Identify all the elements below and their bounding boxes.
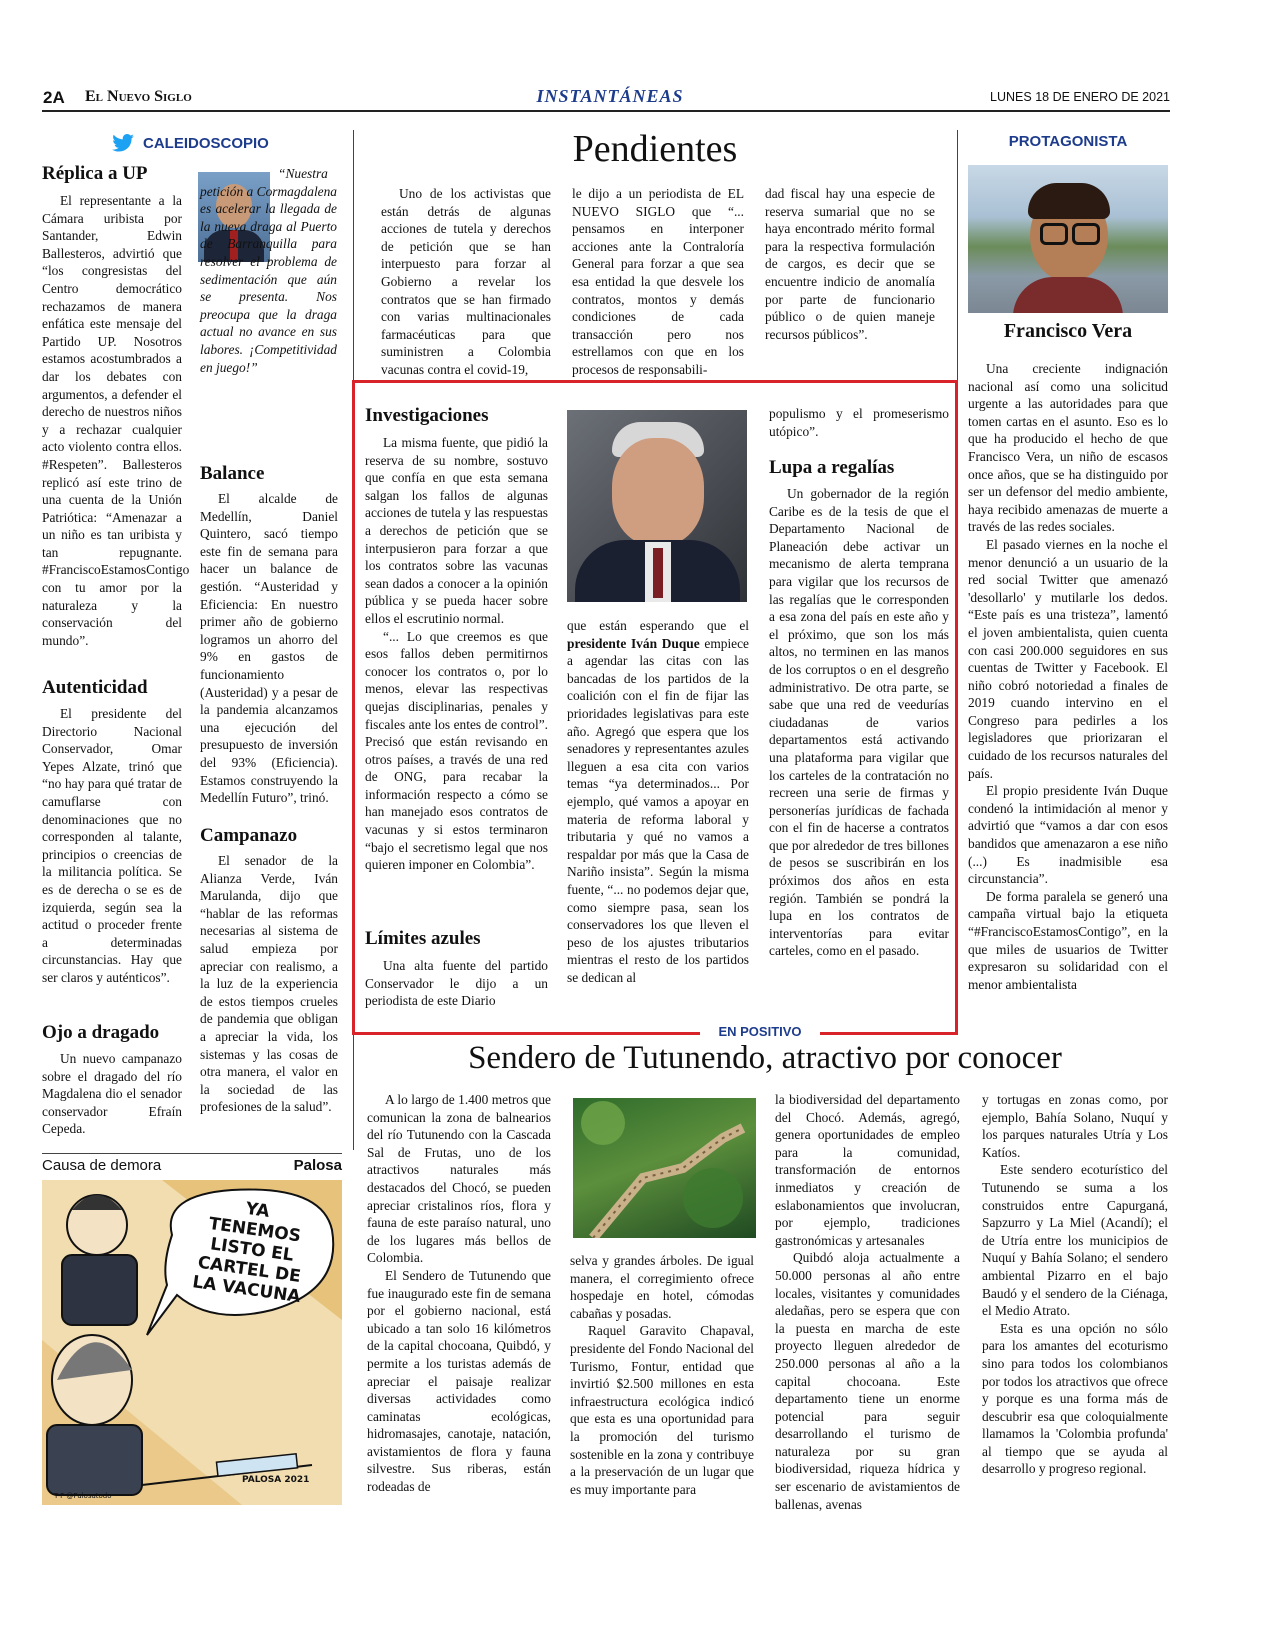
regalias-body: Un gobernador de la región Caribe es de la tesis de que el Departamento Nacional de Planeación debe activar un mecanismo de alerta temprana para vigilar que los recursos de las regalías que le corresponden a esa zona del país en este año y el próximo, que son los más altos, no terminen en las manos de los corruptos o en el desgreño administrativo. De otra parte, se sabe que una red de veedurías ciudadanas de varios departamentos está activando una plataforma para vigilar que los carteles de la contratación no recreen una serie de firmas y personerías jurídicas de fachada con el fin de hacerse a contratos que por alrededor de tres billones de pesos se suscribirán en los próximos dos años en esta región. También se pondrá la lupa en los contratos de interventorías para evitar carteles, como en el pasado. — [769, 486, 949, 959]
autenticidad-body: El presidente del Directorio Nacional Conservador, Omar Yepes Alzate, trinó que “no hay para qué tratar de camuflarse con denominaciones que no corresponden al talante, principios o creencias de la militancia política. Se es de derecha o se es de izquierda, según sea la actitud o proceder frente a determinadas circunstancias. Hay que ser claros y auténticos”. — [42, 706, 182, 985]
en-positivo-label: EN POSITIVO — [700, 1024, 820, 1039]
column-divider — [957, 130, 958, 380]
investigaciones-body: La misma fuente, que pidió la reserva de su nombre, sostuvo que confía en que esta semana salgan los fallos de algunas acciones de tutela y las respuestas a derechos de petición que se interpusieron para forzar a que los contratos sobre las vacunas sean dados a conocer a la opinión pública y se pueda hacer sobre ellos el escrutinio normal. “... Lo que creemos es que esos fallos deben permitirnos conocer los contratos o, por lo menos, elevar las respectivas quejas disciplinarias, penales y fiscales ante los entes de control”. Precisó que están revisando en otros países, a través de una red de ONG, para recabar la información respecto a cómo se han manejado esos contratos de vacunas y si estos terminaron “bajo el secretismo legal que nos quieren imponer en Colombia”. — [365, 435, 548, 873]
limites-heading: Límites azules — [365, 928, 481, 949]
protagonista-body: Una creciente indignación nacional así como una solicitud urgente a las autoridades para que tomen cartas en el asunto. Eso es lo que ha producido el hecho de que Francisco Vera, un niño de escasos once años, que se ha distinguido por ser un defensor del medio ambiente, haya recibido amenazas de muerte a través de las redes sociales. El pasado viernes en la noche el menor denunció a un usuario de la red social Twitter que amenazó 'desollarlo' y mutilarle los dedos. “Este país es una tristeza”, lamentó el joven ambientalista, quien cuenta con casi 200.000 seguidores en sus cuentas de Twitter y Facebook. El niño cobró notoriedad a finales de 2019 cuando intervino en el Congreso para pedirles a los legisladores que priorizaran el cuidado de los recursos naturales del país. El propio presidente Iván Duque condenó la intimidación al menor y advirtió que “vamos a dar con esos bandidos que amenazaron a ese niño (...) Es inadmisible esa circunstancia”. De forma paralela se generó una campaña virtual bajo la etiqueta “#FranciscoEstamosContigo”, en la que miles de usuarios de Twitter expresaron su solidaridad con el menor ambientalista — [968, 361, 1168, 992]
issue-date: LUNES 18 DE ENERO DE 2021 — [990, 90, 1170, 104]
balance-heading: Balance — [200, 463, 265, 484]
limites-body: Una alta fuente del partido Conservador le dijo a un periodista de este Diario — [365, 958, 548, 1009]
protagonista-label: PROTAGONISTA — [1008, 133, 1128, 150]
protagonista-name: Francisco Vera — [1003, 320, 1133, 342]
limites-col3: populismo y el promeserismo utópico”. — [769, 406, 949, 439]
cartoon-title: Causa de demora — [42, 1157, 162, 1174]
francisco-vera-photo — [968, 165, 1168, 313]
tutunendo-col4: y tortugas en zonas como, por ejemplo, Bahía Solano, Nuquí y los parques naturales Utría y Los Katíos. Este sendero ecoturístico del Tutunendo se suma a los construidos entre Capurganá, Sapzurro y La Miel (Acandí); el de Utría entre los municipios de Nuquí y Bahía Solano; el sendero ambiental Pizarro en el bajo Baudó y el sendero de la Ciénaga, el Medio Atrato. Esta es una opción no sólo para los amantes del ecoturismo sino para todos los colombianos por todos los atractivos que ofrece y porque es una forma más de descubrir esa que coloquialmente llamamos la 'Colombia profunda' al tiempo que se ayuda al desarrollo y progreso regional. — [982, 1092, 1168, 1477]
pendientes-title: Pendientes — [572, 128, 738, 170]
pendientes-col2: le dijo a un periodista de EL NUEVO SIGLO que “... pensamos en interponer acciones ante la Contraloría General para forzar a que sea esa entidad la que desvele los contratos, montos y demás condiciones de cada transacción pero nos estrellamos con que en los procesos de responsabili- — [572, 186, 744, 377]
replica-heading: Réplica a UP — [42, 163, 148, 184]
section-title: INSTANTÁNEAS — [536, 86, 684, 106]
cartoon-rule — [42, 1153, 342, 1154]
page-number: 2A — [43, 88, 65, 107]
cartoon-speech: YA TENEMOS LISTO EL CARTEL DE LA VACUNA — [191, 1198, 303, 1308]
cartoon-credit: T-F @Palosatodo — [54, 1492, 112, 1500]
campanazo-heading: Campanazo — [200, 825, 298, 846]
tutunendo-col1: A lo largo de 1.400 metros que comunican la zona de balnearios del río Tutunendo con la Cascada Sal de Frutas, uno de los atractivos naturales más destacados del Chocó, se pueden apreciar cristalinos ríos, flora y fauna de este paraíso natural, uno de los lugares más bellos de Colombia. El Sendero de Tutunendo que fue inaugurado este fin de semana por el gobierno nacional, está ubicado a tan solo 16 kilómetros de la capital chocoana, Quibdó, y permite a los turistas además de apreciar el paisaje realizar diversas actividades como caminatas ecológicas, hidromasajes, canotaje, natación, avistamientos de flora y fauna silvestre. Sus riberas, están rodeadas de — [367, 1092, 551, 1495]
tutunendo-col3: la biodiversidad del departamento del Chocó. Además, agregó, genera oportunidades de empleo para la comunidad, transformación de entornos inmediatos y creación de eslabonamientos que involucran, por ejemplo, tradiciones gastronómicas y artesanales Quibdó aloja actualmente a 50.000 personas al año entre locales, visitantes y comunidades aledañas, pero se espera que con la puesta en marcha de este proyecto lleguen alrededor de 250.000 personas al año a la capital chocoana. Este departamento tiene un enorme potencial para seguir desarrollando el turismo de naturaleza por su gran biodiversidad, riqueza hídrica y ser escenario de avistamientos de ballenas, avenas — [775, 1092, 960, 1512]
limites-col2: que están esperando que el presidente Iván Duque empiece a agendar las citas con las bancadas de los partidos de la coalición con el fin de fijar las prioridades legislativas para este año. Agregó que espera que los senadores y representantes azules lleguen a esa cita con varios temas “ya determinados... Por ejemplo, qué vamos a apoyar en materia de reforma laboral y tributaria y qué no vamos a respaldar por más que la Casa de Nariño insista”. Según la misma fuente, “... no podemos dejar que, como siempre pasa, sean los conservadores los que lleven el peso de los ajustes tributarios mientras el resto de los partidos se dedican al — [567, 618, 749, 985]
balance-body: El alcalde de Medellín, Daniel Quintero, sacó tiempo este fin de semana para hacer un balance de gestión. “Austeridad y Eficiencia: En nuestro primer año de gobierno logramos un ahorro del 9% en gastos de funcionamiento (Austeridad) y a pesar de la pandemia alcanzamos una ejecución del presupuesto de inversión del 93% (Eficiencia). Estamos construyendo la Medellín Futuro”, trinó. — [200, 491, 338, 806]
duque-name: presidente Iván Duque — [567, 635, 700, 651]
dragado-body: Un nuevo campanazo sobre el dragado del río Magdalena dio el senador conservador Efraín Cepeda. — [42, 1051, 182, 1137]
cartoon-signature: PALOSA 2021 — [242, 1475, 310, 1485]
cartoon-image — [42, 1180, 342, 1505]
cartoon-author: Palosa — [293, 1157, 342, 1174]
twitter-bird-icon — [112, 134, 134, 157]
pendientes-col1: Uno de los activistas que están detrás de algunas acciones de tutela y derechos de petición que se han interpuesto para forzar al Gobierno a revelar los contratos que se han firmado con varias multinacionales farmacéuticas para que suministren a Colombia vacunas contra el covid-19, — [381, 186, 551, 377]
regalias-heading: Lupa a regalías — [769, 457, 895, 478]
caleidoscopio-label: CALEIDOSCOPIO — [143, 135, 269, 152]
replica-body: El representante a la Cámara uribista por Santander, Edwin Ballesteros, advirtió que “los congresistas del Centro democrático rechazamos de manera enfática este mensaje del Partido UP. Nosotros estamos acostumbrados a dar los debates con argumentos, a defender el derecho de nuestros niños y a rechazar cualquier acto violento contra ellos. #Respeten”. Ballesteros replicó así este trino de una cuenta de la Unión Patriótica: “Amenazar a un niño es tan uribista y tan repugnante. #FranciscoEstamosContigo con tu amor por la naturaleza y la conservación del mundo”. — [42, 193, 190, 648]
ivan-duque-photo — [567, 410, 747, 602]
pendientes-col3: dad fiscal hay una especie de reserva sumarial que no se haya encontrado mérito formal para la respectiva formulación de cargos, es decir que se encuentre indicio de anomalía por parte de funcionario público o de quien maneje recursos públicos”. — [765, 186, 935, 342]
autenticidad-heading: Autenticidad — [42, 677, 148, 698]
tutunendo-col2: selva y grandes árboles. De igual manera, el corregimiento ofrece hospedaje en hotel, cómodas cabañas y posadas. Raquel Garavito Chapaval, presidente del Fondo Nacional del Turismo, Fontur, entidad que invirtió $2.500 millones en esta infraestructura ecológica indicó que esta es una oportunidad para la promoción del turismo sostenible en la zona y contribuye a la preservación de un lugar que es muy importante para — [570, 1253, 754, 1497]
dragado-heading: Ojo a dragado — [42, 1022, 160, 1043]
campanazo-body: El senador de la Alianza Verde, Iván Marulanda, dijo que “hablar de las reformas necesarias al sistema de salud empieza por apreciar con realismo, a la luz de la experiencia de estos tiempos crueles de pandemia que obligan a apreciar la vida, los sistemas y las cosas de otra manera, el valor en la sociedad de las profesiones de la salud”. — [200, 853, 338, 1115]
newspaper-name: El Nuevo Siglo — [85, 88, 192, 105]
cormagdalena-quote: “Nuestra petición a Cormagdalena es acelerar la llegada de la nueva draga al Puerto de Barranquilla para resolver el problema de sedimentación que aún se presenta. Nos preocupa que la draga actual no avance en sus labores. ¡Competitividad en juego!” — [200, 166, 337, 375]
header-rule — [42, 110, 1170, 112]
tutunendo-title: Sendero de Tutunendo, atractivo por conocer — [468, 1040, 1062, 1076]
investigaciones-heading: Investigaciones — [365, 405, 489, 426]
sendero-photo — [573, 1098, 756, 1238]
